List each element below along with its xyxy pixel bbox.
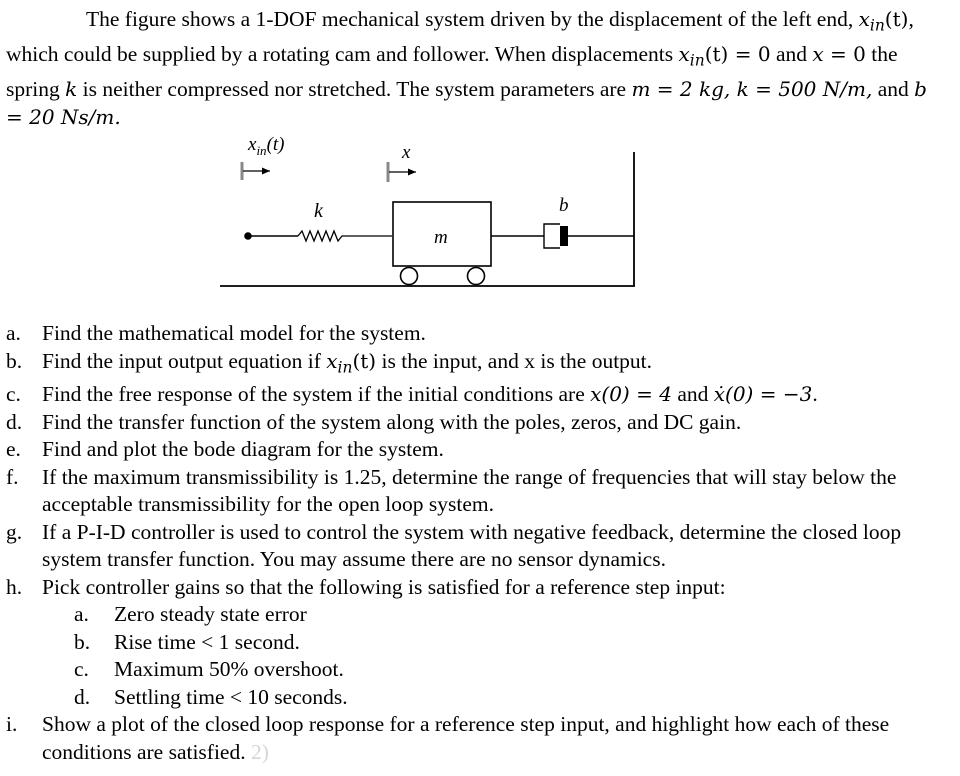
xin-subscript-2: in [689, 51, 705, 70]
intro-text-6: and [872, 76, 915, 101]
list-item: c. Find the free response of the system if the initial conditions are x(0) = 4 and ẋ(0) = −3. [6, 382, 818, 407]
k-figure-label: k [314, 200, 323, 222]
list-item: h. Pick controller gains so that the following is satisfied for a reference step input: [6, 574, 726, 599]
b-figure-label: b [559, 195, 569, 216]
mechanical-system-diagram [216, 130, 646, 292]
wheel-right-icon [468, 268, 485, 285]
list-item: a. Find the mathematical model for the system. [6, 321, 426, 345]
list-item: a. Zero steady state error [74, 602, 307, 627]
list-item: i. Show a plot of the closed loop response for a reference step input, and highlight how each of these conditions are satisfied. 2) [6, 712, 890, 764]
list-item: f. If the maximum transmissibility is 1.25, determine the range of frequencies that will stay below the acceptable transmissibility for the open loop system. [6, 464, 897, 517]
mechanical-system-figure [216, 130, 646, 292]
xin-paren: (t) [884, 7, 909, 31]
intro-text-2: , which could be supplied by a rotating cam and follower. When displacements [6, 7, 914, 66]
list-item: c. Maximum 50% overshoot. [74, 657, 344, 682]
equation-xin-zero: = 0 [728, 41, 771, 66]
xin-figure-label: $x_{in}(t)$ [248, 134, 285, 158]
list-item: e. Find and plot the bode diagram for the system. [6, 437, 444, 462]
x-symbol: x [812, 41, 824, 66]
list-item: d. Find the transfer function of the system along with the poles, zeros, and DC gain. [6, 409, 742, 434]
xin-arrow-icon [242, 162, 270, 180]
xin-paren-2: (t) [704, 41, 729, 66]
intro-text-5: is neither compressed nor stretched. The system parameters are [77, 76, 632, 101]
list-item: g. If a P-I-D controller is used to control the system with negative feedback, determine the closed loop system transfer function. You may assume there are no sensor dynamics. [6, 519, 902, 572]
k-symbol: k [65, 76, 78, 101]
intro-text-1: The figure shows a 1-DOF mechanical system driven by the displacement of the left end, [86, 7, 859, 31]
wheel-left-icon [401, 268, 418, 285]
m-figure-label: m [434, 227, 448, 248]
condition-list [74, 601, 956, 711]
list-item: b. Rise time < 1 second. [74, 629, 300, 654]
list-item: b. Find the input output equation if $x_{in}(t)$ is the input, and x is the output. [6, 348, 653, 376]
spring-icon [298, 231, 392, 241]
x-figure-label: x [402, 142, 411, 163]
xin-symbol: x [858, 7, 870, 31]
question-list [6, 320, 956, 766]
faint-mark: 2) [250, 739, 269, 764]
equation-x-zero: = 0 [823, 41, 866, 66]
damper-param: b = 20 Ns/m. [6, 76, 927, 130]
problem-statement [6, 5, 936, 132]
intro-text-4: the spring [6, 41, 898, 101]
list-item: d. Settling time < 10 seconds. [74, 684, 348, 709]
intro-text-3: and [770, 41, 813, 66]
xin-symbol-2: x [678, 41, 690, 66]
damper-icon [544, 224, 634, 248]
xin-subscript: in [869, 16, 885, 35]
mass-spring-params: m = 2 kg, k = 500 N/m, [631, 76, 873, 101]
x-arrow-icon [388, 162, 416, 182]
